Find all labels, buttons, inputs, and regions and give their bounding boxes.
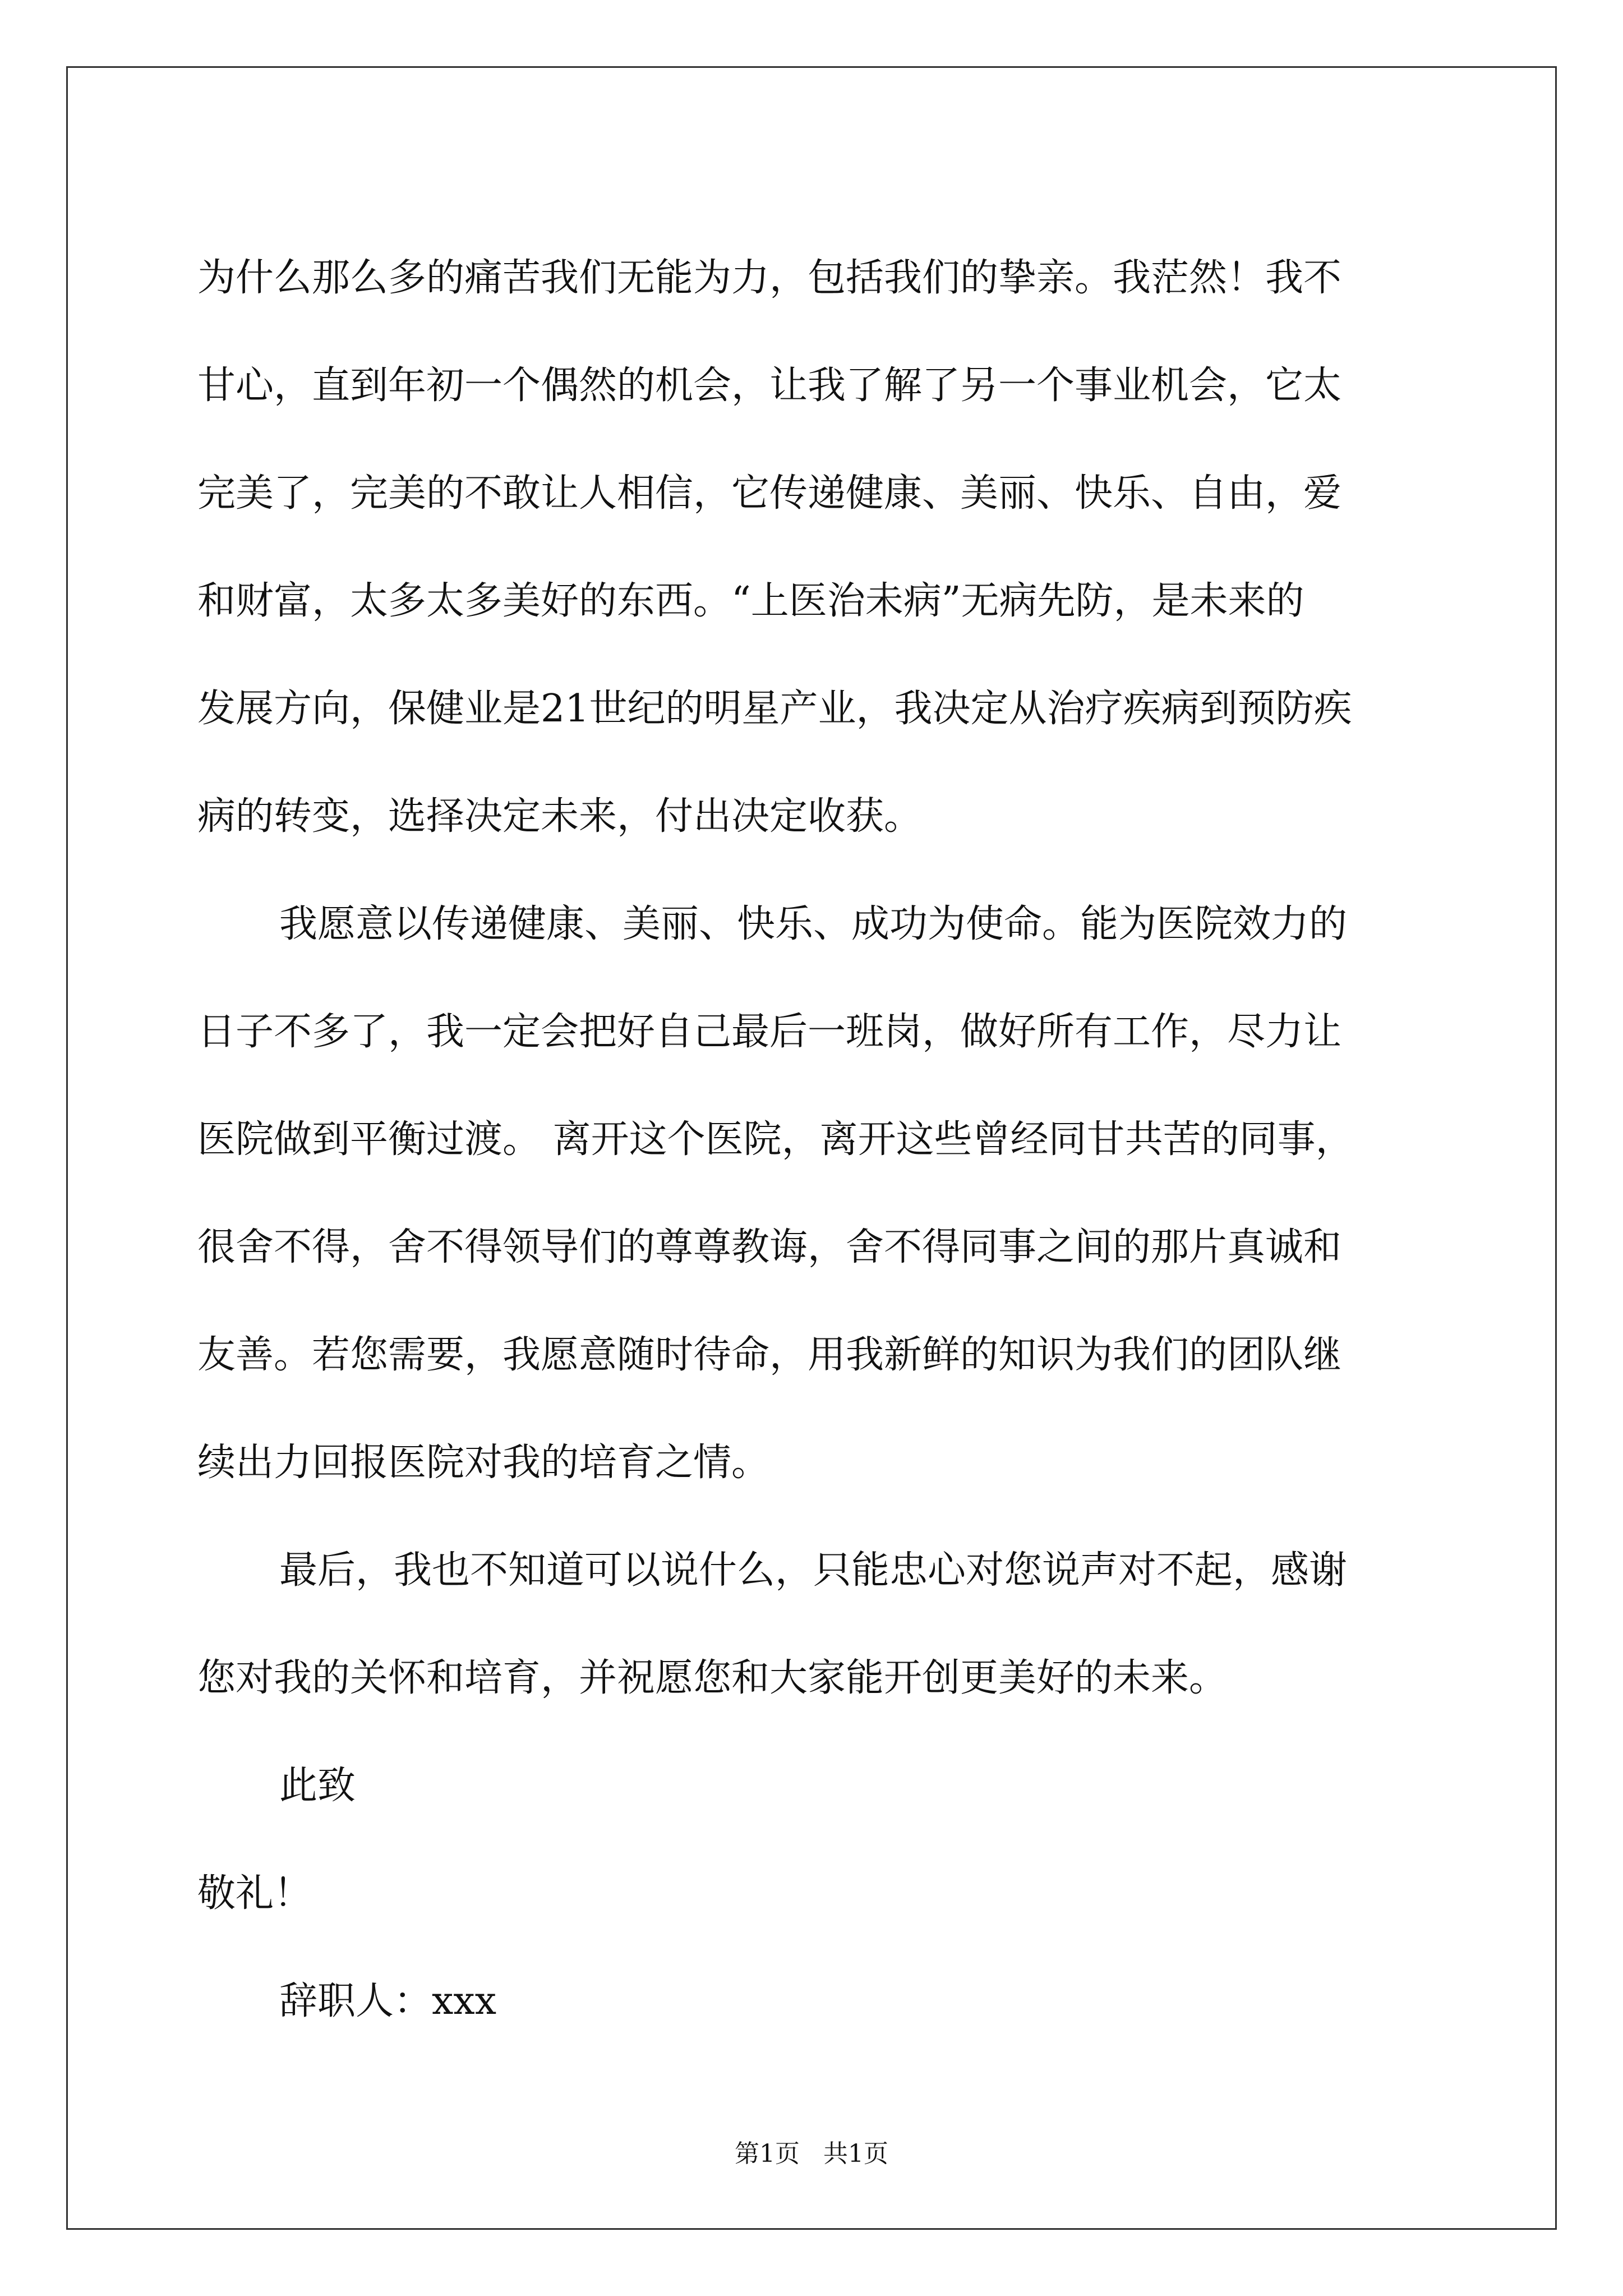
- letter-body: [197, 224, 1431, 2055]
- body-line: 病的转变，选择决定未来，付出决定收获。: [197, 794, 923, 839]
- body-line: 发展方向，保健业是21世纪的明星产业，我决定从治疗疾病到预防疾: [197, 687, 1352, 731]
- body-line: 甘心，直到年初一个偶然的机会，让我了解了另一个事业机会，它太: [197, 364, 1342, 408]
- body-line: 很舍不得，舍不得领导们的尊尊教诲，舍不得同事之间的那片真诚和: [197, 1225, 1342, 1269]
- page-number: 第1页: [735, 2139, 800, 2168]
- body-line: 友善。若您需要，我愿意随时待命，用我新鲜的知识为我们的团队继: [197, 1333, 1342, 1377]
- page-total: 共1页: [823, 2139, 888, 2168]
- body-line: 续出力回报医院对我的培育之情。: [197, 1441, 770, 1485]
- body-line: 日子不多了，我一定会把好自己最后一班岗，做好所有工作，尽力让: [197, 1010, 1342, 1054]
- signature-line: 辞职人：xxx: [279, 1979, 497, 2023]
- body-line: 您对我的关怀和培育，并祝愿您和大家能开创更美好的未来。: [197, 1656, 1228, 1700]
- body-line: 医院做到平衡过渡。 离开这个医院，离开这些曾经同甘共苦的同事，: [197, 1117, 1354, 1162]
- body-line: 为什么那么多的痛苦我们无能为力，包括我们的挚亲。我茫然！我不: [197, 256, 1342, 300]
- closing-salutation: 此致: [279, 1764, 356, 1808]
- body-line: 和财富，太多太多美好的东西。“上医治未病”无病先防，是未来的: [197, 579, 1304, 623]
- page-footer: [0, 2137, 1623, 2171]
- body-line: 完美了，完美的不敢让人相信，它传递健康、美丽、快乐、自由，爱: [197, 471, 1342, 516]
- body-line: 最后，我也不知道可以说什么，只能忠心对您说声对不起，感谢: [279, 1548, 1348, 1593]
- closing-regards: 敬礼！: [197, 1871, 312, 1916]
- body-line: 我愿意以传递健康、美丽、快乐、成功为使命。能为医院效力的: [279, 902, 1348, 946]
